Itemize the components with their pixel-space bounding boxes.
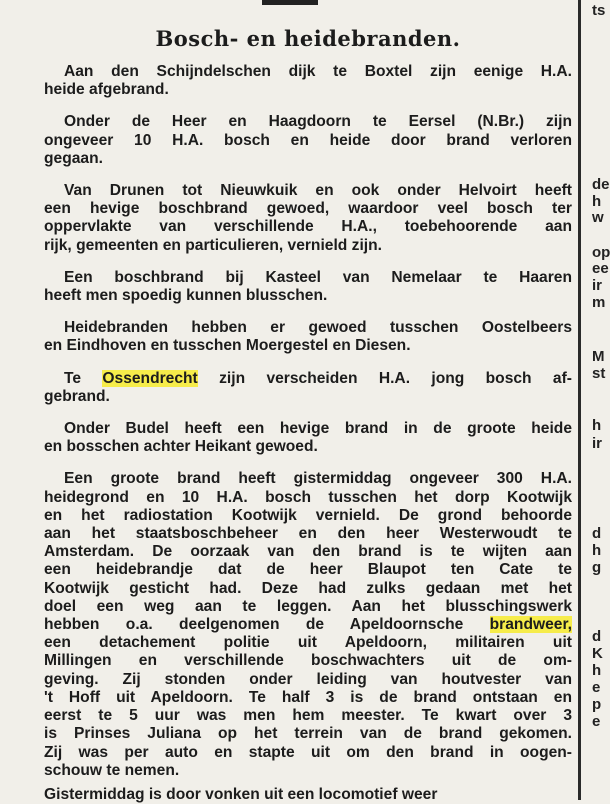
fragment-text: ts — [592, 2, 606, 19]
paragraph-boxtel — [44, 63, 572, 99]
text-line: een hevige boschbrand gewoed, waardoor veel bosch ter — [44, 200, 572, 218]
column-divider — [578, 0, 581, 800]
text-line: en het radiostation Kootwijk vernield. De grond behoorde — [44, 506, 572, 524]
text-line: Amsterdam. De oorzaak van den brand is te wijten aan — [44, 543, 572, 561]
text-line: gebrand. — [44, 387, 110, 405]
text-line: 't Hoff uit Apeldoorn. Te half 3 is de brand ontstaan en — [44, 688, 572, 706]
paragraph-oostelbeers — [44, 319, 572, 355]
text-segment: Te — [64, 369, 103, 387]
fragment-text: de — [592, 176, 610, 193]
fragment-text: ee — [592, 260, 609, 277]
fragment-text: h — [592, 662, 602, 679]
text-line: is Prinses Juliana op het terrein van de brand gekomen. — [44, 725, 572, 743]
fragment-text: h — [592, 193, 602, 210]
fragment-text: h — [592, 542, 602, 559]
fragment-text: d — [592, 628, 602, 645]
article — [44, 26, 572, 794]
text-line: en Eindhoven en tusschen Moergestel en Diesen. — [44, 337, 411, 355]
fragment-text: e — [592, 679, 601, 696]
paragraph-haaren — [44, 269, 572, 305]
text-line: doel een weg aan te leggen. Aan het blusschingswerk — [44, 597, 572, 615]
text-line: schouw te nemen. — [44, 761, 180, 779]
fragment-text: ir — [592, 277, 603, 294]
paragraph-drunen — [44, 182, 572, 255]
text-line: Onder de Heer en Haagdoorn te Eersel (N.Br.) zijn — [64, 113, 572, 131]
top-rule — [262, 0, 318, 5]
text-line — [44, 370, 572, 388]
fragment-text: w — [592, 209, 604, 226]
fragment-text: op — [592, 244, 610, 261]
text-line: geving. Zij stonden onder leiding van houtvester van — [44, 670, 572, 688]
text-line: rijk, gemeenten en particulieren, vernield zijn. — [44, 236, 382, 254]
text-segment: hebben o.a. deelgenomen de Apeldoornsche — [44, 616, 490, 634]
paragraph-budel — [44, 420, 572, 456]
text-line: Zij was per auto en stapte uit om den brand in oogen- — [44, 743, 572, 761]
text-line: Een groote brand heeft gistermiddag ongeveer 300 H.A. — [64, 470, 572, 488]
text-line: Aan den Schijndelschen dijk te Boxtel zijn eenige H.A. — [64, 63, 572, 80]
fragment-text: m — [592, 294, 606, 311]
fragment-text: d — [592, 525, 602, 542]
fragment-text: ir — [592, 435, 603, 452]
text-line: eerst te 5 uur was men hem meester. Te kwart over 3 — [44, 707, 572, 725]
text-line: ongeveer 10 H.A. bosch en heide door brand verloren — [44, 131, 572, 149]
highlighted-place-name: Ossendrecht — [102, 369, 198, 387]
paragraph-kootwijk — [44, 470, 572, 779]
fragment-text: h — [592, 417, 602, 434]
text-line: een heidebrandje dat de heer Blaupot ten Cate te — [44, 561, 572, 579]
cut-off-next-paragraph: Gistermiddag is door vonken uit een locomotief weer — [44, 786, 438, 803]
text-line: heidegrond en 10 H.A. bosch tusschen het dorp Kootwijk — [44, 488, 572, 506]
text-line: heeft men spoedig kunnen blusschen. — [44, 287, 328, 305]
highlighted-word: brandweer, — [489, 616, 572, 634]
text-line: en bosschen achter Heikant gewoed. — [44, 438, 318, 456]
text-segment: zijn verscheiden H.A. jong bosch af- — [197, 369, 572, 387]
text-line: Onder Budel heeft een hevige brand in de groote heide — [64, 420, 572, 438]
article-title: Bosch- en heidebranden. — [155, 26, 461, 51]
text-line: Kootwijk gesticht had. Deze had zulks gedaan met het — [44, 579, 572, 597]
paragraph-eersel — [44, 113, 572, 168]
text-line: Millingen en verschillende boschwachters uit de om- — [44, 652, 572, 670]
text-line: Van Drunen tot Nieuwkuik en ook onder Helvoirt heeft — [64, 182, 572, 200]
text-line: aan het staatsboschbeheer en den heer Westerwoudt te — [44, 525, 572, 543]
fragment-text: p — [592, 696, 602, 713]
text-line: Heidebranden hebben er gewoed tusschen Oostelbeers — [64, 319, 572, 337]
text-line — [44, 616, 572, 634]
text-line: gegaan. — [44, 149, 103, 167]
adjacent-column-fragments — [586, 0, 610, 800]
fragment-text: g — [592, 559, 602, 576]
paragraph-ossendrecht — [44, 370, 572, 406]
fragment-text: K — [592, 645, 603, 662]
fragment-text: st — [592, 365, 606, 382]
fragment-text: M — [592, 348, 605, 365]
text-line: Een boschbrand bij Kasteel van Nemelaar te Haaren — [64, 268, 572, 286]
text-line: heide afgebrand. — [44, 81, 169, 99]
text-line: een detachement politie uit Apeldoorn, militairen uit — [44, 634, 572, 652]
fragment-text: e — [592, 713, 601, 730]
text-line: oppervlakte van verschillende H.A., toebehoorende aan — [44, 218, 572, 236]
